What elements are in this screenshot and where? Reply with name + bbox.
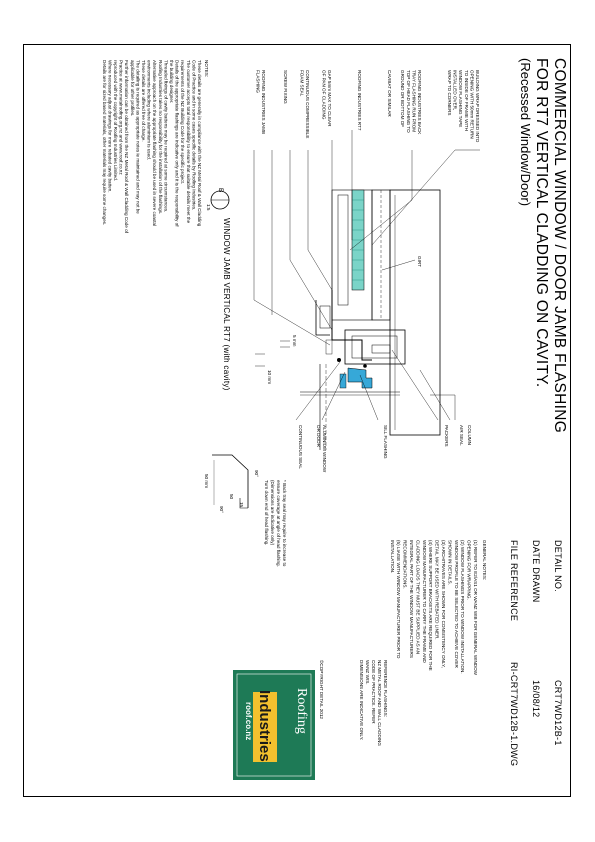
jamb-detail-drawing bbox=[254, 130, 480, 450]
label-rt7 bbox=[357, 70, 362, 131]
svg-text:CONTINUOUS SEAL: CONTINUOUS SEAL bbox=[298, 425, 303, 469]
note-line: Details of the appropriate flashings are indicative only and it is the responsibility of bbox=[174, 60, 180, 227]
reference-note-line: WANZ WIS. bbox=[365, 660, 370, 685]
svg-text:90°: 90° bbox=[219, 506, 224, 513]
general-note-line: WINDOW PROFILE TO BE SELECTED TO ACHIEVE COVER bbox=[453, 540, 459, 668]
footnote-line: * Back tray seal may require to increase to bbox=[282, 480, 287, 567]
general-note-line: SHOWN IN DETAILS. bbox=[447, 540, 453, 585]
note-line: Alternative approach on the appropriate flashing should be used in severe coastal bbox=[152, 60, 158, 226]
notes-heading: NOTES: bbox=[204, 60, 209, 78]
label-back-tray bbox=[400, 70, 422, 135]
label-wrap bbox=[447, 70, 480, 143]
note-line: Where necessary adjust drawings for more rebated cavity batten. bbox=[107, 60, 113, 193]
packers bbox=[372, 345, 390, 353]
note-line: applicable for other profiles. bbox=[129, 60, 135, 117]
note-line: The customer accepts total responsibility to ensure that suitable details meet the bbox=[185, 60, 191, 224]
detail-marker-letter: B bbox=[217, 188, 224, 193]
svg-text:COLUMN: COLUMN bbox=[467, 425, 472, 445]
svg-text:OR DOOR: OR DOOR bbox=[316, 425, 321, 447]
note-line: Threaded fixings of cavity battens may be required at some circumstances. bbox=[163, 60, 169, 213]
footnote-line: ensure coverage at angle of head flashing. bbox=[276, 480, 281, 567]
label-line: ROOFING INDUSTRIES BACK bbox=[417, 70, 422, 135]
note-line: reproduced with the copyright of Roofing Industries Limited. bbox=[113, 60, 118, 182]
general-note-line: DETAIL MAY BE USED WITH REBATED LINER. bbox=[434, 540, 440, 640]
general-note-line: WINDOW MANUFACTURER TO CARRY THE FRAME AND bbox=[421, 540, 427, 663]
window-frame bbox=[345, 330, 405, 364]
dim-10mm bbox=[267, 370, 272, 384]
label-packers bbox=[444, 425, 449, 447]
label-line: OPENING WITH 50mm RETURN bbox=[469, 70, 475, 139]
title-block bbox=[518, 58, 568, 433]
roofing-industries-logo bbox=[233, 670, 315, 780]
label-girt bbox=[417, 256, 422, 267]
note-line: These details are generally in compliance with the NZ Metal Roof & Wall Cladding bbox=[197, 60, 202, 227]
label-air-seal bbox=[459, 425, 464, 446]
flashing-profile-sketch bbox=[204, 455, 259, 513]
footnote bbox=[264, 480, 287, 567]
detail-no-value: CRT7WD12B-1 bbox=[553, 680, 563, 746]
note-line: Code of Practice and in some cases specific details by Roofing Industries. bbox=[191, 60, 197, 211]
note-line: Further information can be obtained from the NZ Metal Roof & Wall Cladding Code of bbox=[124, 60, 130, 233]
copyright-text: ©COPYRIGHT DETAIL 2012 bbox=[319, 660, 324, 719]
label-column bbox=[467, 425, 472, 445]
detail-caption bbox=[206, 188, 231, 391]
foam-seal bbox=[326, 340, 332, 354]
reference-note-line: REFERENCE FLASHINGS: bbox=[383, 660, 388, 717]
note-line: Details are for sized based materials, other materials may require some changes. bbox=[101, 60, 107, 226]
label-line: GAP 5mm MAX TO CLEAR bbox=[327, 70, 332, 127]
general-note-line: (3) ARCHITRAVES ARE SHOWN FOR CONSISTENCY ONLY, bbox=[441, 540, 446, 668]
note-line: These details are offered free of charge. bbox=[141, 60, 146, 142]
label-line: FOAM SEAL bbox=[299, 70, 305, 97]
reference-notes bbox=[359, 660, 388, 746]
general-note-line: CLADDING LOADS THEY MUST BE SUPPLIED AS AN bbox=[415, 540, 421, 655]
detail-caption-text: WINDOW JAMB VERTICAL RT7 (with cavity) bbox=[222, 218, 231, 391]
reference-note-line: DIMENSIONS ARE INDICATIVE ONLY. bbox=[359, 660, 364, 741]
file-reference-value: RI-CRT7WD12B-1.DWG bbox=[509, 662, 519, 767]
general-note-line: INTEGRAL PART OF THE WINDOW MANUFACTURERS bbox=[409, 540, 414, 658]
label-line: ROOFING INDUSTRIES RT7 bbox=[357, 70, 362, 131]
logo-word-industries: Industries bbox=[256, 690, 273, 762]
svg-text:ALUMINIUM WINDOW: ALUMINIUM WINDOW bbox=[322, 425, 327, 473]
label-line: ROOFING INDUSTRIES JAMB bbox=[261, 70, 266, 135]
logo-word-roofing: Roofing bbox=[294, 688, 309, 734]
svg-text:50: 50 bbox=[229, 494, 234, 500]
label-line: SCREW FIXING bbox=[283, 70, 288, 104]
label-line: WRAP TO CORNERS bbox=[447, 70, 452, 116]
label-line: TRAY FLASHING RUN FROM bbox=[411, 70, 417, 133]
title-line-2: FOR RT7 VERTICAL CLADDING ON CAVITY. bbox=[533, 58, 550, 388]
file-reference-label: FILE REFERENCE bbox=[509, 540, 519, 622]
label-line: INSTALLED OVER, bbox=[452, 70, 458, 111]
label-screw bbox=[283, 70, 288, 104]
note-line: Roofing Industries takes no responsibility for the installation of the flashings. bbox=[157, 60, 163, 215]
general-note-line: (5) LIAISE WITH WINDOW MANUFACTURER PRIOR TO bbox=[396, 540, 402, 659]
svg-text:90°: 90° bbox=[254, 470, 259, 477]
copyright-block bbox=[319, 660, 325, 719]
note-line: the building designer. bbox=[169, 60, 174, 104]
general-notes bbox=[390, 540, 487, 676]
label-aluminium-window bbox=[316, 425, 327, 473]
column bbox=[390, 190, 440, 435]
note-line: Practice at www.metalroofing.org.nz and www.roof.co.nz bbox=[118, 60, 124, 175]
svg-text:15: 15 bbox=[239, 502, 244, 508]
label-line: GROUND OR BOTTOM OF bbox=[400, 70, 406, 128]
label-line: FLASHING bbox=[255, 70, 261, 93]
reference-note-line: NZ METAL ROOF AND WALL CLADDING bbox=[377, 660, 382, 746]
label-foam bbox=[299, 70, 310, 138]
detail-marker-scale: 1:5 bbox=[206, 204, 211, 211]
svg-text:GIRT: GIRT bbox=[417, 256, 422, 267]
general-notes-heading: GENERAL NOTES: bbox=[482, 540, 487, 581]
label-sill-flashing bbox=[383, 425, 388, 459]
label-line: WINDOW FLASHING TAPE bbox=[458, 70, 464, 128]
general-note-line: (4) WHERE SUPPORT BRACKETS ARE REQUIRED FOR THE bbox=[428, 540, 434, 671]
general-note-line: RECOMMENDATIONS. bbox=[402, 540, 408, 589]
svg-text:5 mm: 5 mm bbox=[292, 335, 297, 347]
svg-text:AIR SEAL: AIR SEAL bbox=[459, 425, 464, 446]
label-jamb bbox=[255, 70, 266, 134]
label-line: CAVIBAT OR SIMILAR bbox=[387, 70, 392, 117]
note-line: The detailing is required as appropriate notes ie maintained and may not be bbox=[135, 60, 141, 214]
label-line: BUILDING WRAP DRESSED INTO bbox=[475, 70, 480, 143]
aluminium-window-section bbox=[348, 368, 372, 388]
title-line-1: COMMERCIAL WINDOW / DOOR JAMB FLASHING bbox=[551, 58, 568, 434]
general-note-line: (1) REFER TO E2/AS1 OR WANZ WIB FOR GENERAL WINDOW bbox=[473, 540, 478, 676]
notes-block bbox=[102, 60, 209, 234]
date-drawn-value: 16/08/12 bbox=[531, 680, 541, 718]
note-line: requirements of the NZ Building Code for the specific project. bbox=[180, 60, 186, 185]
label-line: OF PAN OF CLADDING bbox=[321, 70, 327, 120]
detail-no-label: DETAIL NO. bbox=[553, 540, 563, 593]
svg-text:SILL FLASHING: SILL FLASHING bbox=[383, 425, 388, 459]
label-continuous-seal bbox=[298, 425, 303, 469]
svg-text:10 mm: 10 mm bbox=[267, 370, 272, 385]
general-note-line: INSTALLATION. bbox=[389, 540, 395, 574]
left-labels bbox=[255, 70, 480, 143]
footnote-line: Turn down end of head flashing. bbox=[264, 480, 269, 546]
label-gap bbox=[321, 70, 332, 127]
label-line: CONTINUOUS COMPRESSIBLE bbox=[305, 70, 310, 139]
label-cavibat bbox=[387, 70, 392, 117]
dim-5mm bbox=[292, 335, 297, 347]
label-line: TO INSIDE OF FRAME WITH bbox=[463, 70, 469, 131]
svg-text:PACKERS: PACKERS bbox=[444, 425, 449, 447]
general-note-line: (2) WINDOW FLASHINGS PRIOR TO WINDOW INSTALLATION. bbox=[460, 540, 466, 674]
reference-note-line: CODE OF PRACTICE. REFER bbox=[371, 660, 376, 724]
general-note-line: OPENING FOR WRAPPING. bbox=[466, 540, 472, 600]
label-line: TOP OF HEAD FLASHING TO bbox=[405, 70, 411, 133]
svg-text:50 mm: 50 mm bbox=[204, 474, 209, 489]
logo-web: roof.co.nz bbox=[244, 702, 253, 741]
note-line: environments including where aluminium is used. bbox=[146, 60, 152, 161]
info-block bbox=[509, 540, 563, 766]
date-drawn-label: DATE DRAWN bbox=[531, 540, 541, 603]
title-line-3: (Recessed Window/Door) bbox=[518, 58, 533, 207]
footnote-line: (Dimensions are indicative only) bbox=[270, 480, 275, 546]
continuous-seal bbox=[337, 358, 341, 362]
